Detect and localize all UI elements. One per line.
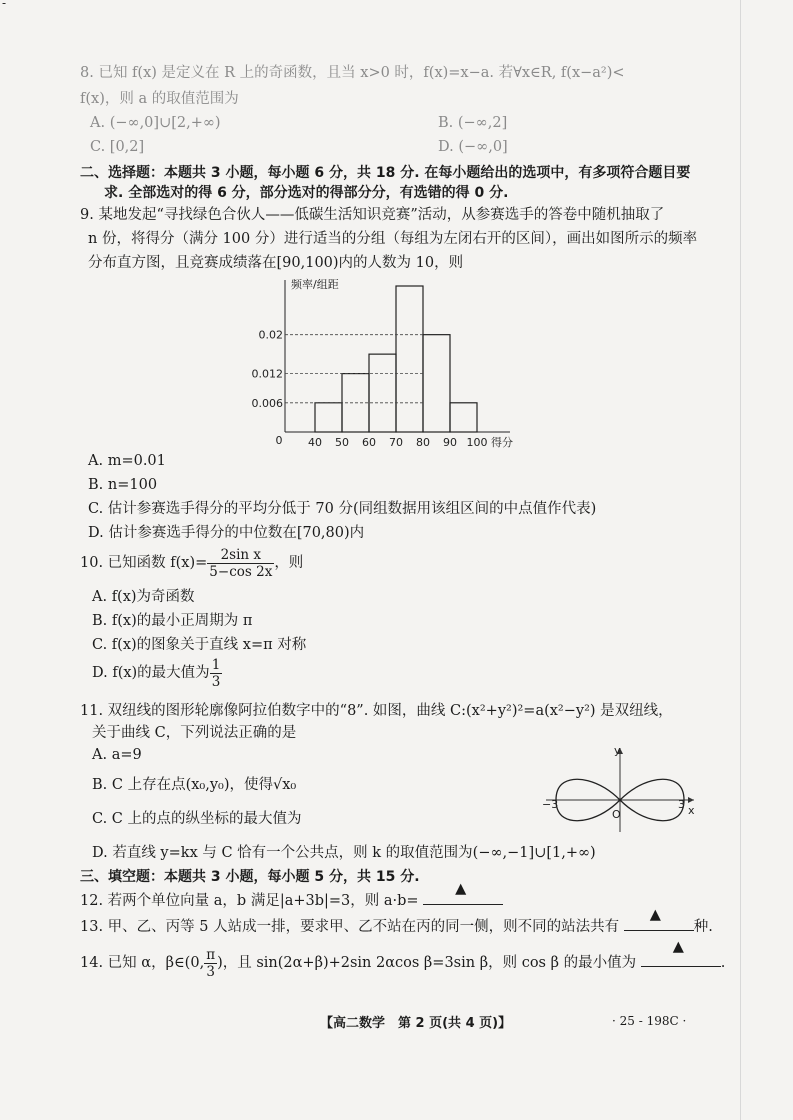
q14-mid: )，且 sin(2α+β)+2sin 2αcos β=3sin β，则 cos β 的最小值为 — [217, 955, 637, 971]
fig-x-label: x — [688, 804, 695, 817]
y-tick-label: 0.012 — [251, 367, 283, 381]
fig-pos3-label: 3 — [678, 798, 685, 811]
q10-option-a: A. f(x)为奇函数 — [92, 589, 195, 605]
q10-option-c: C. f(x)的图象关于直线 x=π 对称 — [92, 637, 307, 653]
q12-answer-blank[interactable] — [423, 881, 503, 905]
x-tick-label: 70 — [389, 436, 403, 449]
q9-option-b: B. n=100 — [88, 477, 158, 493]
q11-option-a: A. a=9 — [92, 747, 142, 763]
histogram-bar — [450, 403, 477, 432]
q10-option-d-fraction — [210, 657, 223, 690]
q13-line — [80, 907, 713, 940]
q11-option-b: B. C 上存在点(x₀,y₀)，使得√x₀ — [92, 777, 297, 793]
fig-neg3-label: −3 — [542, 798, 559, 811]
q14-suffix: . — [720, 955, 726, 971]
q10-fraction-den: 5−cos 2x — [209, 563, 273, 580]
q11-option-d: D. 若直线 y=kx 与 C 恰有一个公共点，则 k 的取值范围为(−∞,−1]∪[1,+∞) — [92, 845, 596, 861]
x-tick-label: 100 — [466, 436, 488, 449]
q8-option-a: A. (−∞,0]∪[2,+∞) — [90, 115, 221, 131]
q14-fraction-num: π — [206, 946, 216, 963]
q10-option-d — [92, 656, 222, 690]
x-axis-arrow — [688, 797, 694, 803]
q13-suffix: 种. — [693, 919, 713, 935]
histogram-bar — [423, 335, 450, 432]
q10-stem-prefix: 10. 已知函数 f(x)= — [80, 555, 208, 571]
q11-stem-line2: 关于曲线 C，下列说法正确的是 — [92, 725, 297, 741]
q14-fraction — [204, 947, 217, 980]
q8-stem-line2: f(x)，则 a 的取值范围为 — [80, 91, 239, 107]
x-axis-label: 得分 — [491, 436, 513, 449]
answer-triangle-icon: ▲ — [455, 881, 467, 897]
q10-option-d-text: D. f(x)的最大值为 — [92, 665, 210, 681]
q13-text: 13. 甲、乙、丙等 5 人站成一排，要求甲、乙不站在丙的同一侧，则不同的站法共有 — [80, 919, 620, 935]
y-tick-label: 0.02 — [258, 328, 283, 342]
q12-line — [80, 881, 503, 914]
q10-stem — [80, 546, 303, 580]
y-axis-title: 频率/组距 — [291, 278, 339, 291]
section2-heading-line1: 二、选择题：本题共 3 小题，每小题 6 分，共 18 分. 在每小题给出的选项中，有多项符合题目要 — [80, 165, 691, 181]
section3-heading: 三、填空题：本题共 3 小题，每小题 5 分，共 15 分. — [80, 869, 420, 885]
section2-heading-line2: 求. 全部选对的得 6 分，部分选对的得部分分，有选错的得 0 分. — [104, 185, 509, 201]
q12-text: 12. 若两个单位向量 a，b 满足|a+3b|=3，则 a·b= — [80, 893, 419, 909]
q9-option-d: D. 估计参赛选手得分的中位数在[70,80)内 — [88, 525, 365, 541]
q8-option-c: C. [0,2] — [90, 139, 145, 155]
q10-option-d-den: 3 — [211, 673, 221, 690]
fig-y-label: y — [614, 744, 621, 757]
q14-prefix: 14. 已知 α，β∈(0, — [80, 955, 205, 971]
q10-option-d-num: 1 — [211, 656, 221, 673]
page-edge-shadow — [740, 0, 741, 1120]
y-tick-label: 0.006 — [251, 396, 283, 410]
frequency-histogram — [251, 274, 525, 450]
q14-line — [80, 939, 726, 980]
q10-fraction-num: 2sin x — [207, 547, 274, 564]
q13-answer-blank[interactable] — [624, 907, 694, 931]
footer-page-info: 【高二数学 第 2 页(共 4 页)】 — [320, 1016, 512, 1031]
answer-triangle-icon: ▲ — [672, 939, 684, 955]
lemniscate-figure — [540, 744, 700, 834]
q9-stem-line1: 9. 某地发起“寻找绿色合伙人——低碳生活知识竞赛”活动，从参赛选手的答卷中随机抽取了 — [80, 207, 665, 223]
q10-option-b: B. f(x)的最小正周期为 π — [92, 613, 253, 629]
fig-origin-label: O — [612, 808, 621, 821]
histogram-bar — [369, 354, 396, 432]
corner-mark: - — [2, 0, 7, 10]
x-tick-label: 90 — [443, 436, 457, 449]
x-tick-label: 40 — [308, 436, 322, 449]
histogram-bar — [315, 403, 342, 432]
histogram-bar — [396, 286, 423, 432]
q9-stem-line2: n 份，将得分（满分 100 分）进行适当的分组（每组为左闭右开的区间），画出如图所示的频率 — [88, 231, 698, 247]
footer-code: · 25 - 198C · — [612, 1014, 687, 1028]
q9-option-c: C. 估计参赛选手得分的平均分低于 70 分(同组数据用该组区间的中点值作代表) — [88, 501, 597, 517]
q8-stem-line1: 8. 已知 f(x) 是定义在 R 上的奇函数，且当 x>0 时，f(x)=x−a. 若∀x∈R, f(x−a²)< — [80, 65, 625, 81]
q11-stem-line1: 11. 双纽线的图形轮廓像阿拉伯数字中的“8”. 如图，曲线 C:(x²+y²)²=a(x²−y²) 是双纽线， — [80, 703, 673, 719]
q10-stem-suffix: ，则 — [274, 555, 304, 571]
origin-label: 0 — [275, 434, 283, 447]
x-tick-label: 80 — [416, 436, 430, 449]
q10-fraction — [207, 547, 274, 580]
q14-answer-blank[interactable] — [641, 939, 721, 967]
q8-option-d: D. (−∞,0] — [438, 139, 508, 155]
q9-option-a: A. m=0.01 — [88, 453, 166, 469]
answer-triangle-icon: ▲ — [649, 907, 661, 923]
x-tick-label: 50 — [335, 436, 349, 449]
x-tick-label: 60 — [362, 436, 376, 449]
q8-option-b: B. (−∞,2] — [438, 115, 508, 131]
q9-stem-line3: 分布直方图，且竞赛成绩落在[90,100)内的人数为 10，则 — [88, 255, 464, 271]
q11-option-c: C. C 上的点的纵坐标的最大值为 — [92, 811, 302, 827]
q14-fraction-den: 3 — [206, 963, 215, 980]
